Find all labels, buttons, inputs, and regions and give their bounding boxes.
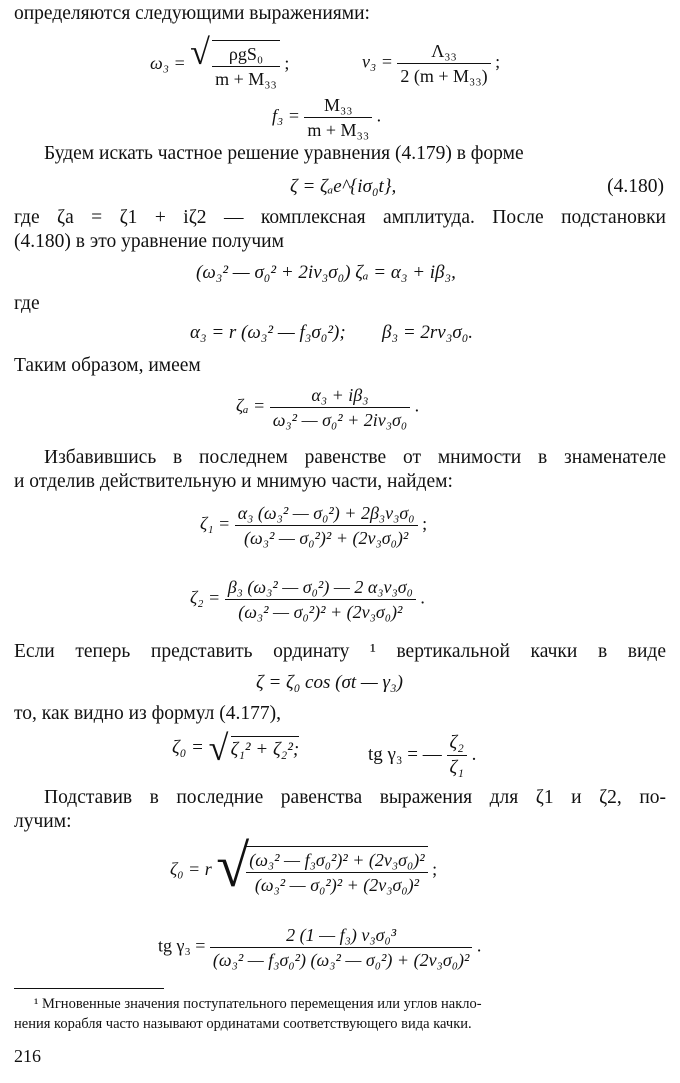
footnote-divider — [14, 988, 164, 989]
text-line-4: (4.180) в это уравнение получим — [14, 231, 284, 252]
z2-lhs: ζ₂ = — [190, 587, 221, 608]
period-3: . — [420, 587, 425, 608]
text-line-3: где ζa = ζ1 + iζ2 — комплексная амплитуда. После подстановки — [14, 207, 666, 228]
text-line-8: и отделив действительную и мнимую части, найдем: — [14, 471, 453, 492]
z0-rad: ζ₁² + ζ₂²; — [231, 736, 300, 761]
omega-den: m + M₃₃ — [215, 69, 277, 89]
equation-zeta-a — [236, 384, 419, 431]
text-line-10: то, как видно из формул (4.177), — [14, 703, 282, 724]
tg2-lhs: tg γ₃ = — [158, 935, 206, 956]
sqrt-zeta0: √ ζ₁² + ζ₂²; — [208, 728, 300, 768]
tg2-den: (ω₃² — f₃σ₀²) (ω₃² — σ₀²) + (2ν₃σ₀)² — [212, 950, 470, 970]
equation-beta — [382, 322, 473, 344]
z1-lhs: ζ₁ = — [200, 513, 231, 534]
omega-lhs: ω₃ = — [150, 53, 186, 74]
z0r-den: (ω₃² — σ₀²)² + (2ν₃σ₀)² — [254, 875, 420, 895]
z0r-lhs: ζ₀ = r — [170, 859, 212, 880]
tg2-num: 2 (1 — f₃) ν₃σ₀³ — [210, 924, 472, 948]
text-line-9: Если теперь представить ординату ¹ вертикальной качки в виде — [14, 641, 666, 662]
period-4: . — [471, 743, 477, 765]
z1-den: (ω₃² — σ₀²)² + (2ν₃σ₀)² — [244, 528, 409, 548]
semicolon-4: ; — [432, 859, 438, 880]
equation-omega — [150, 32, 290, 90]
period-5: . — [476, 935, 482, 956]
equation-alpha — [190, 322, 346, 344]
semicolon-2: ; — [495, 51, 501, 72]
semicolon-3: ; — [422, 513, 428, 534]
equation-zeta2 — [190, 576, 425, 623]
f-lhs: f₃ = — [272, 105, 300, 126]
footnote-line-2: нения корабля часто называют ординатами соответствующего вида качки. — [14, 1016, 472, 1032]
equation-zeta0-r — [170, 833, 438, 899]
sqrt-omega: √ $\frac{\text{ρgS₀}}{\text{m + M₃₃}}$ — [190, 40, 280, 90]
sqrt-zeta0-r: √ $\frac{\text{(ω₃² — f₃σ₀²)² + (2ν₃σ₀)²}}{\text{(ω₃² — σ₀²)² + (2ν₃σ₀)²}}$ — [216, 846, 427, 896]
f-num: M₃₃ — [304, 94, 372, 118]
page-number: 216 — [14, 1046, 41, 1066]
f-den: m + M₃₃ — [307, 120, 370, 140]
equation-zeta1 — [200, 502, 427, 549]
text-line-12: лучим: — [14, 811, 72, 832]
equation-main — [196, 262, 456, 284]
text-line-2: Будем искать частное решение уравнения (4.179) в форме — [44, 143, 524, 164]
period-1: . — [376, 105, 382, 126]
equation-tg-gamma — [158, 924, 481, 971]
z1-num: α₃ (ω₃² — σ₀²) + 2β₃ν₃σ₀ — [235, 502, 418, 526]
equation-f3 — [272, 94, 381, 141]
text-line-5: где — [14, 293, 40, 314]
period-2: . — [414, 395, 420, 416]
omega-num: ρgS₀ — [212, 43, 280, 67]
equation-number: (4.180) — [607, 176, 664, 197]
z0r-num: (ω₃² — f₃σ₀²)² + (2ν₃σ₀)² — [246, 849, 427, 873]
zeta-cos: ζ = ζ₀ cos (σt — γ₃) — [256, 672, 403, 693]
equation-nu — [362, 40, 500, 87]
beta-eq: β₃ = 2rν₃σ₀. — [382, 322, 474, 343]
z2-den: (ω₃² — σ₀²)² + (2ν₃σ₀)² — [238, 602, 403, 622]
equation-tg — [368, 732, 476, 779]
zeta-form: ζ = ζₐe^{iσ₀t}, — [290, 176, 397, 197]
text-line-1: определяются следующими выражениями: — [14, 3, 370, 24]
equation-zeta-cos — [256, 672, 403, 694]
z0-lhs: ζ₀ = — [172, 736, 204, 758]
footnote-line-1: ¹ Мгновенные значения поступательного перемещения или углов накло- — [34, 996, 482, 1012]
equation-zeta-form — [290, 176, 396, 198]
tg-num: ζ₂ — [447, 732, 467, 756]
nu-lhs: ν₃ = — [362, 51, 393, 72]
tg-den: ζ₁ — [449, 757, 464, 778]
text-line-7: Избавившись в последнем равенстве от мнимости в знаменателе — [44, 447, 666, 468]
z2-num: β₃ (ω₃² — σ₀²) — 2 α₃ν₃σ₀ — [225, 576, 416, 600]
text-line-11: Подставив в последние равенства выражения для ζ1 и ζ2, по- — [44, 787, 666, 808]
tg-lhs: tg γ₃ = — — [368, 743, 442, 765]
text-line-6: Таким образом, имеем — [14, 355, 201, 376]
equation-zeta0 — [172, 728, 300, 768]
semicolon-1: ; — [284, 53, 290, 74]
nu-num: Λ₃₃ — [397, 40, 490, 64]
za-num: α₃ + iβ₃ — [270, 384, 410, 408]
nu-den: 2 (m + M₃₃) — [400, 66, 488, 86]
za-lhs: ζₐ = — [236, 395, 266, 416]
main-eq: (ω₃² — σ₀² + 2iν₃σ₀) ζₐ = α₃ + iβ₃, — [196, 262, 456, 283]
alpha-eq: α₃ = r (ω₃² — f₃σ₀²); — [190, 322, 346, 343]
za-den: ω₃² — σ₀² + 2iν₃σ₀ — [272, 410, 408, 430]
